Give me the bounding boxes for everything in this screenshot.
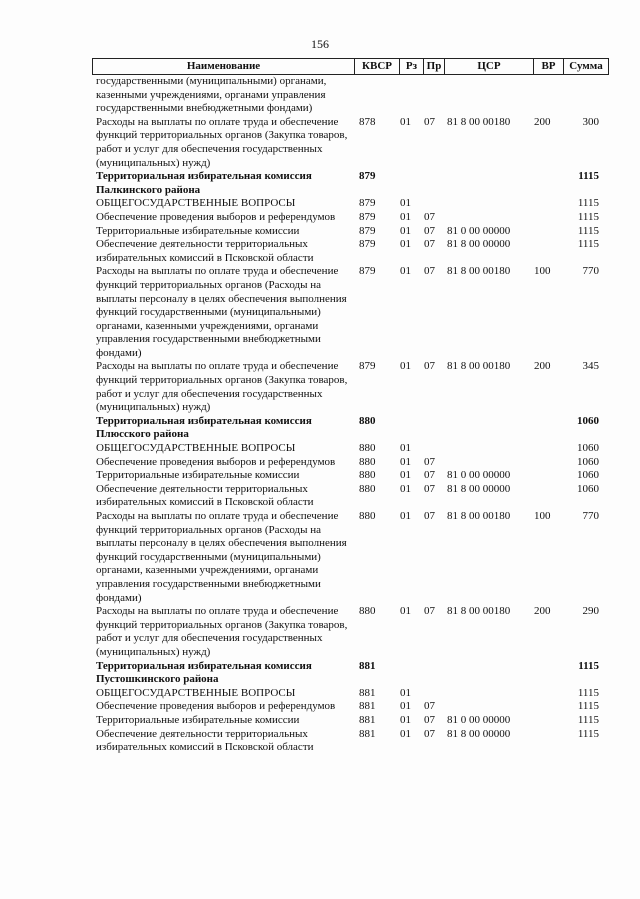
header-csr: ЦСР — [444, 59, 533, 74]
cell-csr — [443, 75, 532, 116]
table-row — [92, 660, 609, 687]
cell-sum: 290 — [582, 605, 599, 618]
cell-csr — [443, 660, 532, 687]
cell-csr: 81 0 00 00000 — [447, 224, 511, 237]
cell-pr — [422, 197, 443, 211]
cell-name: Территориальные избирательные комиссии — [96, 224, 300, 237]
cell-pr — [422, 75, 443, 116]
cell-kvsr: 879 — [359, 210, 376, 223]
table-row — [92, 510, 609, 605]
cell-csr: 81 8 00 00180 — [447, 510, 511, 522]
cell-csr: 81 8 00 00000 — [447, 727, 511, 740]
cell-rz — [398, 75, 422, 116]
cell-csr: 81 0 00 00000 — [447, 469, 511, 482]
cell-kvsr: 880 — [359, 455, 376, 468]
cell-name: ОБЩЕГОСУДАРСТВЕННЫЕ ВОПРОСЫ — [96, 197, 296, 210]
table-row — [92, 469, 609, 483]
table-row — [92, 714, 609, 728]
cell-pr — [422, 442, 443, 456]
table-row — [92, 700, 609, 714]
cell-pr: 07 — [424, 238, 435, 251]
cell-kvsr: 881 — [359, 686, 376, 699]
cell-kvsr: 879 — [359, 265, 376, 278]
cell-csr: 81 8 00 00180 — [447, 360, 511, 373]
cell-sum — [562, 75, 607, 116]
cell-csr — [443, 700, 532, 714]
cell-rz — [398, 170, 422, 197]
cell-pr: 07 — [424, 727, 435, 740]
cell-vr — [532, 687, 562, 701]
table-row — [92, 687, 609, 701]
table-row — [92, 238, 609, 265]
cell-pr — [422, 415, 443, 442]
cell-rz — [398, 415, 422, 442]
header-vr: ВР — [533, 59, 563, 74]
cell-rz: 01 — [400, 210, 411, 223]
cell-name: государственными (муниципальными) органами, казенными учреждениями, органами управления государственными внебюджетными фондами) — [96, 75, 327, 115]
cell-vr — [532, 700, 562, 714]
cell-sum: 1115 — [577, 210, 599, 223]
cell-rz: 01 — [400, 442, 411, 455]
cell-csr — [443, 415, 532, 442]
cell-sum: 1115 — [577, 713, 599, 726]
cell-kvsr: 880 — [359, 442, 376, 455]
cell-sum: 1115 — [577, 197, 599, 210]
table-row — [92, 170, 609, 197]
cell-sum: 1060 — [577, 469, 599, 482]
cell-rz: 01 — [400, 510, 411, 522]
cell-vr — [532, 660, 562, 687]
cell-rz: 01 — [400, 360, 411, 373]
cell-kvsr: 880 — [359, 605, 376, 618]
cell-sum: 1115 — [577, 238, 599, 251]
table-row — [92, 116, 609, 170]
cell-rz: 01 — [400, 238, 411, 251]
cell-name: Территориальная избирательная комиссия Палкинского района — [96, 170, 312, 196]
cell-vr — [532, 415, 562, 442]
cell-sum: 1115 — [577, 224, 599, 237]
cell-kvsr: 881 — [359, 727, 376, 740]
cell-csr: 81 8 00 00180 — [447, 115, 511, 128]
table-row — [92, 225, 609, 239]
cell-vr — [532, 483, 562, 510]
cell-sum: 1060 — [577, 455, 599, 468]
cell-name: Обеспечение деятельности территориальных избирательных комиссий в Псковской области — [96, 727, 314, 754]
cell-pr — [422, 687, 443, 701]
cell-pr: 07 — [424, 605, 435, 618]
table-row — [92, 456, 609, 470]
cell-name: Расходы на выплаты по оплате труда и обеспечение функций территориальных органов (Закупка товаров, работ и услуг для обеспечения государственных (муниципальных) нужд) — [96, 605, 348, 658]
cell-sum: 1115 — [577, 727, 599, 740]
header-pr: Пр — [423, 59, 444, 74]
cell-vr — [532, 170, 562, 197]
cell-vr: 200 — [534, 605, 551, 618]
table-header — [92, 58, 609, 75]
cell-rz: 01 — [400, 455, 411, 468]
cell-vr: 100 — [534, 265, 551, 278]
cell-pr: 07 — [424, 265, 435, 278]
cell-pr: 07 — [424, 224, 435, 237]
cell-kvsr: 880 — [359, 482, 376, 495]
cell-sum: 770 — [582, 510, 599, 522]
cell-pr: 07 — [424, 700, 435, 713]
cell-vr — [532, 197, 562, 211]
cell-vr — [532, 211, 562, 225]
cell-name: Территориальная избирательная комиссия Плюсского района — [96, 414, 312, 441]
cell-pr — [422, 660, 443, 687]
cell-name: Обеспечение проведения выборов и референдумов — [96, 210, 336, 223]
page-number: 156 — [311, 37, 329, 51]
cell-csr: 81 8 00 00000 — [447, 482, 511, 495]
table-row — [92, 442, 609, 456]
cell-rz: 01 — [400, 700, 411, 713]
cell-sum: 1060 — [577, 482, 599, 495]
cell-sum: 300 — [582, 115, 599, 128]
cell-csr: 81 0 00 00000 — [447, 713, 511, 726]
cell-csr: 81 8 00 00000 — [447, 238, 511, 251]
cell-rz: 01 — [400, 713, 411, 726]
cell-csr — [443, 442, 532, 456]
cell-sum: 1115 — [578, 659, 599, 672]
header-kvsr: КВСР — [354, 59, 399, 74]
cell-rz: 01 — [400, 469, 411, 482]
cell-vr — [532, 442, 562, 456]
cell-vr — [532, 469, 562, 483]
cell-rz: 01 — [400, 265, 411, 278]
cell-name: Территориальные избирательные комиссии — [96, 713, 300, 726]
cell-name: Обеспечение проведения выборов и референдумов — [96, 700, 336, 713]
cell-sum: 1060 — [577, 414, 599, 427]
cell-pr — [422, 170, 443, 197]
cell-vr: 200 — [534, 360, 551, 373]
cell-sum: 770 — [582, 265, 599, 278]
cell-name: Обеспечение проведения выборов и референдумов — [96, 455, 336, 468]
cell-csr — [443, 197, 532, 211]
cell-name: Территориальная избирательная комиссия Пустошкинского района — [96, 659, 312, 686]
table-row — [92, 605, 609, 659]
cell-rz: 01 — [400, 224, 411, 237]
cell-name: Расходы на выплаты по оплате труда и обеспечение функций территориальных органов (Закупка товаров, работ и услуг для обеспечения государственных (муниципальных) нужд) — [96, 115, 348, 169]
cell-kvsr: 879 — [359, 360, 376, 373]
cell-sum: 1115 — [578, 170, 599, 183]
cell-kvsr: 879 — [359, 224, 376, 237]
table-row — [92, 75, 609, 116]
cell-rz: 01 — [400, 686, 411, 699]
cell-rz: 01 — [400, 115, 411, 128]
cell-vr — [532, 225, 562, 239]
cell-name: Расходы на выплаты по оплате труда и обеспечение функций территориальных органов (Расходы на выплаты персоналу в целях обеспечения выполнения функций государственными (муниципальными) органами, казенными учреждениями, органами управления государственными внебюджетными фондами) — [96, 510, 347, 604]
header-rz: Рз — [399, 59, 423, 74]
table-row — [92, 360, 609, 414]
cell-pr: 07 — [424, 115, 435, 128]
cell-kvsr: 878 — [359, 115, 376, 128]
budget-table — [92, 58, 609, 865]
cell-name: Расходы на выплаты по оплате труда и обеспечение функций территориальных органов (Расходы на выплаты персоналу в целях обеспечения выполнения функций государственными (муниципальными) органами, казенными учреждениями, органами управления государственными внебюджетными фондами) — [96, 265, 347, 359]
cell-name: ОБЩЕГОСУДАРСТВЕННЫЕ ВОПРОСЫ — [96, 686, 296, 699]
cell-kvsr: 880 — [359, 414, 376, 427]
cell-kvsr: 881 — [359, 659, 376, 672]
cell-csr: 81 8 00 00180 — [447, 265, 511, 278]
cell-kvsr: 879 — [359, 238, 376, 251]
cell-sum: 1060 — [577, 442, 599, 455]
cell-vr — [532, 728, 562, 755]
cell-kvsr — [353, 75, 398, 116]
cell-kvsr: 881 — [359, 713, 376, 726]
cell-csr: 81 8 00 00180 — [447, 605, 511, 618]
cell-name: Обеспечение деятельности территориальных избирательных комиссий в Псковской области — [96, 482, 314, 509]
cell-csr — [443, 687, 532, 701]
cell-csr — [443, 170, 532, 197]
cell-kvsr: 880 — [359, 510, 376, 522]
cell-pr: 07 — [424, 713, 435, 726]
cell-vr — [532, 714, 562, 728]
cell-kvsr: 879 — [359, 170, 376, 183]
cell-vr — [532, 75, 562, 116]
cell-sum: 1115 — [577, 700, 599, 713]
cell-vr: 100 — [534, 510, 551, 522]
cell-kvsr: 880 — [359, 469, 376, 482]
cell-sum: 345 — [582, 360, 599, 373]
cell-csr — [443, 211, 532, 225]
cell-rz: 01 — [400, 605, 411, 618]
cell-pr: 07 — [424, 210, 435, 223]
table-row — [92, 415, 609, 442]
cell-pr: 07 — [424, 510, 435, 522]
cell-kvsr: 879 — [359, 197, 376, 210]
cell-kvsr: 881 — [359, 700, 376, 713]
cell-name: Территориальные избирательные комиссии — [96, 469, 300, 482]
cell-rz — [398, 660, 422, 687]
table-row — [92, 265, 609, 360]
cell-pr: 07 — [424, 455, 435, 468]
cell-rz: 01 — [400, 197, 411, 210]
table-body — [92, 75, 609, 865]
table-row — [92, 483, 609, 510]
cell-pr: 07 — [424, 360, 435, 373]
cell-sum: 1115 — [577, 686, 599, 699]
cell-rz: 01 — [400, 482, 411, 495]
cell-pr: 07 — [424, 482, 435, 495]
header-sum: Сумма — [563, 59, 608, 74]
cell-pr: 07 — [424, 469, 435, 482]
cell-rz: 01 — [400, 727, 411, 740]
header-name: Наименование — [186, 60, 261, 72]
table-row — [92, 211, 609, 225]
cell-name: ОБЩЕГОСУДАРСТВЕННЫЕ ВОПРОСЫ — [96, 442, 296, 455]
cell-name: Обеспечение деятельности территориальных избирательных комиссий в Псковской области — [96, 238, 314, 264]
cell-vr: 200 — [534, 115, 551, 128]
cell-name: Расходы на выплаты по оплате труда и обеспечение функций территориальных органов (Закупка товаров, работ и услуг для обеспечения государственных (муниципальных) нужд) — [96, 360, 348, 414]
cell-vr — [532, 238, 562, 265]
cell-csr — [443, 456, 532, 470]
table-row — [92, 197, 609, 211]
table-row — [92, 728, 609, 755]
cell-vr — [532, 456, 562, 470]
